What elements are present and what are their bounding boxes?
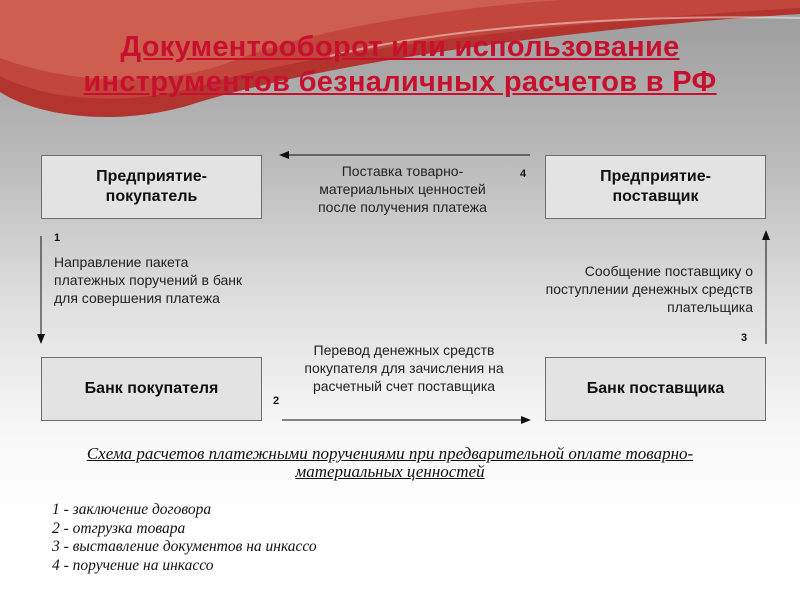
supplier-bank-label: Банк поставщика <box>586 380 725 397</box>
buyer-bank-label: Банк покупателя <box>84 380 219 397</box>
flow-1-number: 1 <box>54 232 61 244</box>
flow-4-label: Поставка товарно-материальных ценностей после получения платежа <box>318 163 487 215</box>
diagram-caption: Схема расчетов платежными поручениями при предварительной оплате товарно-материальных ценностей <box>86 444 694 481</box>
legend-list <box>52 501 317 575</box>
legend-item: 2 - отгрузка товара <box>52 519 186 537</box>
flow-3-number: 3 <box>741 332 748 344</box>
supplier-company-label: Предприятие-поставщик <box>600 168 711 205</box>
flow-3-label: Сообщение поставщику о поступлении денежных средств плательщика <box>545 263 753 315</box>
flow-1-label: Направление пакета платежных поручений в банк для совершения платежа <box>54 254 243 306</box>
legend-item: 3 - выставление документов на инкассо <box>52 538 317 555</box>
buyer-company-label: Предприятие-покупатель <box>96 168 207 205</box>
legend-item: 1 - заключение договора <box>52 501 212 518</box>
legend-item: 4 - поручение на инкассо <box>52 556 214 574</box>
flow-2-label: Перевод денежных средств покупателя для зачисления на расчетный счет поставщика <box>304 342 504 394</box>
slide-title: Документооборот или использование инструментов безналичных расчетов в РФ <box>83 31 717 98</box>
flow-2-number: 2 <box>273 395 280 407</box>
flow-4-number: 4 <box>520 168 527 180</box>
